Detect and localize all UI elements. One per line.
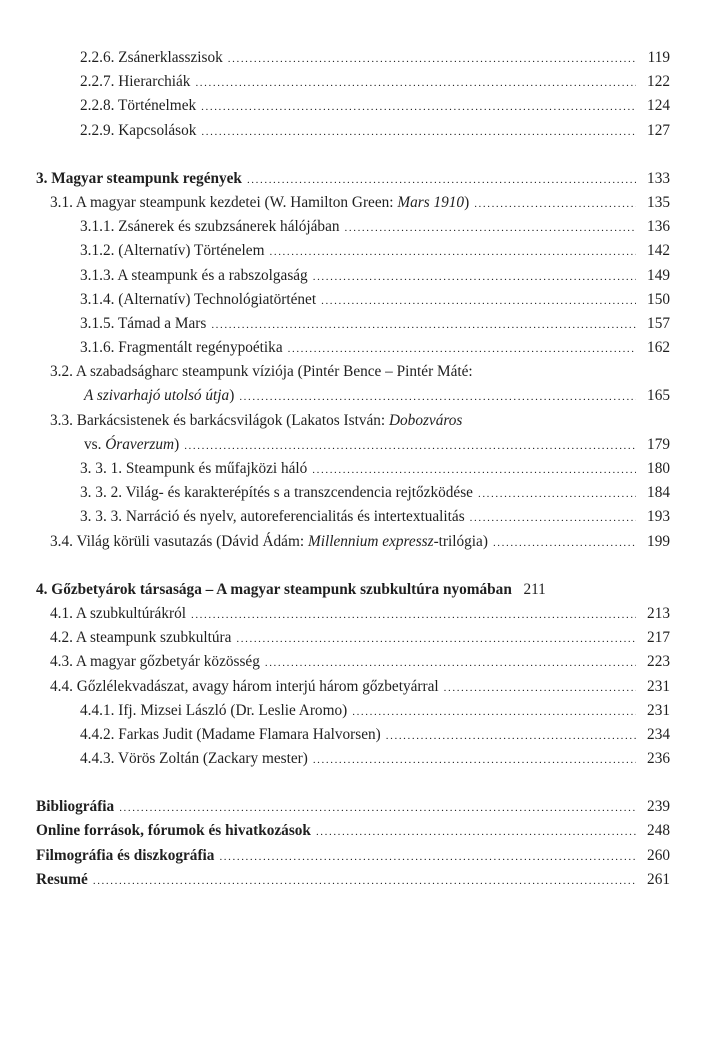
toc-chapter-title: 4. Gőzbetyárok társasága – A magyar steampunk szubkultúra nyomában <box>36 580 512 598</box>
toc-entry-title: 4.3. A magyar gőzbetyár közösség <box>50 653 260 671</box>
toc-entry-title-suffix: ) <box>174 435 180 453</box>
toc-page-number: 122 <box>647 73 670 91</box>
dot-leader <box>288 337 636 361</box>
toc-entry[interactable] <box>36 288 670 312</box>
toc-entry[interactable] <box>36 675 670 699</box>
toc-entry[interactable] <box>36 650 670 674</box>
toc-page-number: 135 <box>647 193 670 211</box>
toc-page-number: 136 <box>647 218 670 236</box>
dot-leader <box>201 95 636 119</box>
dot-leader <box>478 482 636 506</box>
toc-entry-title: 3.1.2. (Alternatív) Történelem <box>80 242 265 260</box>
dot-leader <box>474 192 636 216</box>
dot-leader <box>470 506 636 530</box>
toc-entry-title: 4.2. A steampunk szubkultúra <box>50 629 232 647</box>
dot-leader <box>312 458 636 482</box>
toc-entry-title: 3.1.4. (Alternatív) Technológiatörténet <box>80 290 317 308</box>
dot-leader <box>493 531 636 555</box>
toc-entry-number: 2.2.8. <box>80 97 115 115</box>
toc-entry-title: 3.1.5. Támad a Mars <box>80 314 207 332</box>
toc-entry[interactable] <box>36 336 670 360</box>
toc-entry-title: 4.4.3. Vörös Zoltán (Zackary mester) <box>80 750 308 768</box>
toc-entry[interactable] <box>36 723 670 747</box>
dot-leader <box>313 265 636 289</box>
toc-page-number: 248 <box>647 822 670 840</box>
toc-page-number: 180 <box>647 460 670 477</box>
toc-entry-title: Bibliográfia <box>36 798 115 816</box>
toc-entry-title: Zsánerklasszisok <box>118 49 223 66</box>
toc-page-number: 231 <box>647 677 670 695</box>
toc-page-number: 184 <box>647 484 670 502</box>
toc-entry-title: 4.4.1. Ifj. Mizsei László (Dr. Leslie Aromo) <box>80 701 348 719</box>
toc-entry-title: 3. 3. 2. Világ- és karakterépítés s a transzcendencia rejtőzködése <box>80 484 473 502</box>
toc-page-number: 231 <box>647 701 670 719</box>
dot-leader <box>270 240 637 264</box>
toc-page-number: 193 <box>647 508 670 526</box>
toc-entry-title: 3.2. A szabadságharc steampunk víziója (Pintér Bence – Pintér Máté: <box>50 363 473 381</box>
toc-page-number: 162 <box>647 339 670 357</box>
dot-leader <box>247 168 636 192</box>
dot-leader <box>345 216 636 240</box>
toc-page-number: 179 <box>647 435 670 453</box>
toc-page-number: 261 <box>647 870 670 888</box>
dot-leader <box>236 627 636 651</box>
toc-entry-title: 3.4. Világ körüli vasutazás (Dávid Ádám: <box>50 532 308 550</box>
toc-entry-title: 3.3. Barkácsistenek és barkácsvilágok (Lakatos István: <box>50 411 389 429</box>
toc-section-3-3-cont[interactable] <box>36 433 670 457</box>
toc-entry[interactable] <box>36 239 670 263</box>
table-of-contents <box>36 46 670 892</box>
toc-entry[interactable] <box>36 119 670 143</box>
toc-entry-title: 4.4. Gőzlélekvadászat, avagy három interjú három gőzbetyárral <box>50 677 439 695</box>
toc-entry[interactable] <box>36 626 670 650</box>
toc-page-number: 199 <box>647 532 670 550</box>
toc-page-number: 217 <box>647 629 670 647</box>
dot-leader <box>219 845 636 869</box>
toc-entry-title-suffix: ) <box>464 193 470 211</box>
toc-page-number: 234 <box>647 725 670 743</box>
toc-entry[interactable] <box>36 747 670 771</box>
toc-entry[interactable] <box>36 264 670 288</box>
toc-page-number: 142 <box>647 242 670 260</box>
toc-entry[interactable] <box>36 481 670 505</box>
toc-entry-italic-title: Óraverzum <box>105 435 175 453</box>
toc-entry-italic-title: Dobozváros <box>388 411 463 429</box>
toc-entry-number: 2.2.7. <box>80 73 115 91</box>
toc-entry[interactable] <box>36 505 670 529</box>
toc-section-3-1[interactable] <box>36 191 670 215</box>
toc-entry-title: Resumé <box>36 870 88 888</box>
toc-page-number: 211 <box>523 580 546 598</box>
toc-entry-title: 3.1. A magyar steampunk kezdetei (W. Hamilton Green: <box>50 193 398 211</box>
toc-back-matter[interactable] <box>36 795 670 819</box>
toc-back-matter[interactable] <box>36 868 670 892</box>
dot-leader <box>211 313 636 337</box>
toc-section-3-2-cont[interactable] <box>36 384 670 408</box>
toc-page-number: 260 <box>647 846 670 864</box>
toc-back-matter[interactable] <box>36 819 670 843</box>
toc-entry[interactable] <box>36 602 670 626</box>
toc-section-3-2[interactable] <box>36 360 670 384</box>
dot-leader <box>265 651 636 675</box>
toc-entry-title: 3. 3. 1. Steampunk és műfajközi háló <box>80 460 308 477</box>
toc-entry-number: 2.2.6. <box>80 49 115 66</box>
dot-leader <box>228 47 636 71</box>
toc-entry-italic-title: Millennium expressz <box>307 532 434 550</box>
toc-entry-title: Filmográfia és diszkográfia <box>36 846 215 864</box>
toc-entry[interactable] <box>36 312 670 336</box>
toc-back-matter[interactable] <box>36 844 670 868</box>
dot-leader <box>444 676 636 700</box>
toc-page-number: 149 <box>647 266 670 284</box>
toc-chapter-title: 3. Magyar steampunk regények <box>36 169 242 187</box>
toc-entry[interactable] <box>36 699 670 723</box>
dot-leader <box>93 869 636 893</box>
toc-entry-title: 3.1.1. Zsánerek és szubzsánerek hálójában <box>80 218 340 236</box>
toc-page-number: 133 <box>647 169 670 187</box>
dot-leader <box>239 385 636 409</box>
toc-entry-title: 4.1. A szubkultúrákról <box>50 604 186 622</box>
dot-leader <box>386 724 636 748</box>
toc-entry[interactable] <box>36 46 670 70</box>
toc-page-number: 236 <box>647 750 670 768</box>
toc-entry-italic-title: Mars 1910 <box>397 193 465 211</box>
toc-page-number: 127 <box>647 121 670 139</box>
toc-entry-title: 3.1.3. A steampunk és a rabszolgaság <box>80 266 308 284</box>
toc-page-number: 239 <box>647 798 670 816</box>
dot-leader <box>119 796 636 820</box>
toc-entry-number: 2.2.9. <box>80 121 115 139</box>
dot-leader <box>184 434 636 458</box>
dot-leader <box>201 120 636 144</box>
toc-entry-title: Hierarchiák <box>118 73 191 91</box>
dot-leader <box>191 603 636 627</box>
toc-entry[interactable] <box>36 457 670 481</box>
toc-page-number: 165 <box>647 387 670 405</box>
toc-entry-title: Online források, fórumok és hivatkozások <box>36 822 311 840</box>
toc-page-number: 213 <box>647 604 670 622</box>
toc-entry-title: 3. 3. 3. Narráció és nyelv, autoreferencialitás és intertextualitás <box>80 508 465 526</box>
toc-chapter-4[interactable] <box>36 578 670 602</box>
dot-leader <box>316 820 636 844</box>
dot-leader <box>313 748 636 772</box>
toc-entry[interactable] <box>36 215 670 239</box>
toc-page-number: 124 <box>647 97 670 115</box>
toc-entry-title: Történelmek <box>117 97 197 115</box>
toc-page-number: 157 <box>647 314 670 332</box>
toc-entry[interactable] <box>36 70 670 94</box>
toc-entry[interactable] <box>36 94 670 118</box>
toc-section-3-3[interactable] <box>36 409 670 433</box>
toc-page-number: 119 <box>647 49 670 66</box>
toc-entry-title-suffix: -trilógia) <box>433 532 488 550</box>
toc-page-number: 150 <box>647 290 670 308</box>
toc-entry-title: Kapcsolások <box>118 121 197 139</box>
toc-entry-title: 4.4.2. Farkas Judit (Madame Flamara Halvorsen) <box>80 725 381 743</box>
dot-leader <box>321 289 636 313</box>
toc-section-3-4[interactable] <box>36 530 670 554</box>
toc-entry-italic-title: A szivarhajó utolsó útja <box>84 387 230 405</box>
toc-entry-title-suffix: ) <box>229 387 235 405</box>
toc-entry-title: 3.1.6. Fragmentált regénypoétika <box>80 339 283 357</box>
toc-entry-title: vs. <box>84 435 106 453</box>
dot-leader <box>352 700 636 724</box>
toc-chapter-3[interactable] <box>36 167 670 191</box>
toc-page-number: 223 <box>647 653 670 671</box>
dot-leader <box>195 71 636 95</box>
